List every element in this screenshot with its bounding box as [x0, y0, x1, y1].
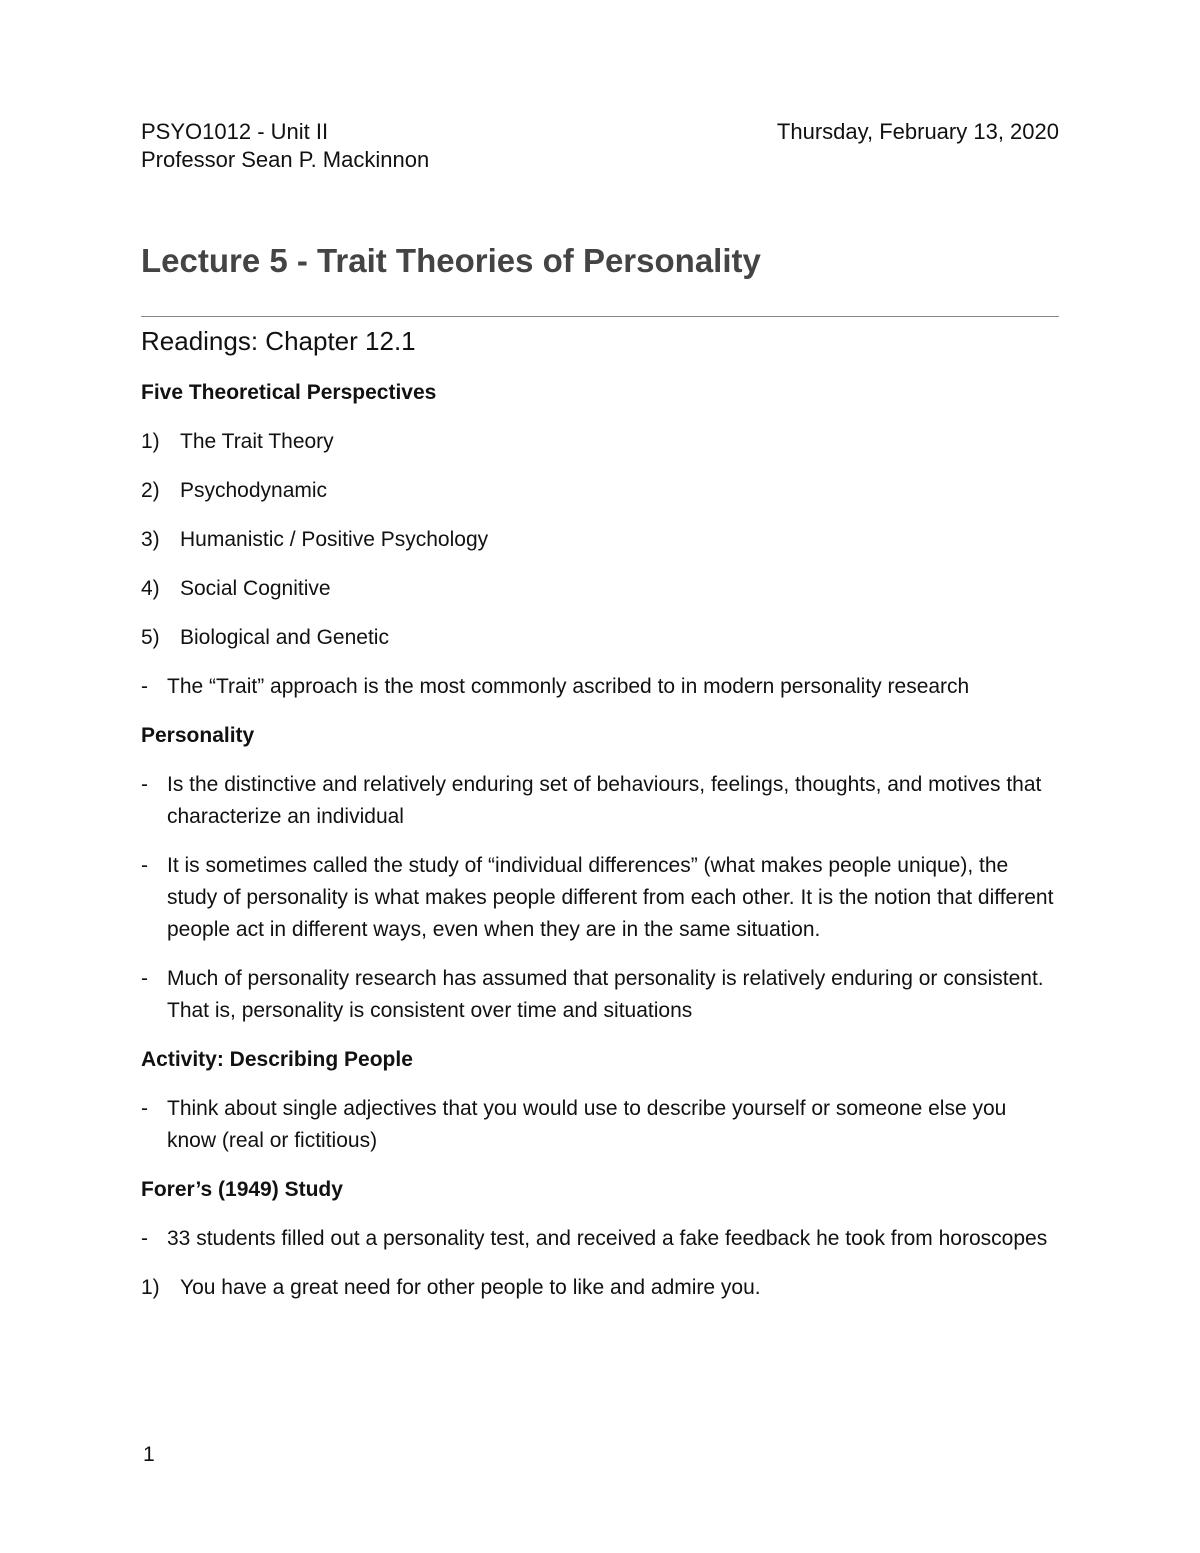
- bullet-item: [141, 963, 1059, 1027]
- header-date: Thursday, February 13, 2020: [776, 119, 1059, 144]
- bullet-dash-icon: -: [141, 773, 148, 796]
- bullet-text: Is the distinctive and relatively enduring set of behaviours, feelings, thoughts, and motives that characterize an individual: [167, 773, 1042, 828]
- bullet-dash-icon: -: [141, 675, 148, 698]
- list-number: 4): [141, 577, 160, 600]
- document-body: [141, 377, 1059, 1321]
- list-item: [141, 622, 1059, 654]
- list-item: [141, 1272, 1059, 1304]
- bullet-dash-icon: -: [141, 967, 148, 990]
- bullet-text: The “Trait” approach is the most commonly ascribed to in modern personality research: [167, 675, 970, 698]
- list-text: The Trait Theory: [180, 430, 334, 453]
- list-number: 3): [141, 528, 160, 551]
- bullet-text: 33 students filled out a personality test, and received a fake feedback he took from horoscopes: [167, 1227, 1048, 1250]
- list-number: 5): [141, 626, 160, 649]
- bullet-item: [141, 1093, 1059, 1157]
- section-heading: Activity: Describing People: [141, 1048, 413, 1071]
- list-item: [141, 475, 1059, 507]
- section-heading: Forer’s (1949) Study: [141, 1178, 343, 1201]
- bullet-item: [141, 769, 1059, 833]
- bullet-text: Much of personality research has assumed that personality is relatively enduring or consistent. That is, personality is consistent over time and situations: [167, 967, 1044, 1022]
- bullet-item: [141, 671, 1059, 703]
- readings-subtitle: Readings: Chapter 12.1: [141, 326, 416, 356]
- list-item: [141, 573, 1059, 605]
- list-text: Humanistic / Positive Psychology: [180, 528, 489, 551]
- list-text: Biological and Genetic: [180, 626, 389, 649]
- bullet-item: [141, 850, 1059, 946]
- list-number: 2): [141, 479, 160, 502]
- list-text: Psychodynamic: [180, 479, 328, 502]
- list-item: [141, 524, 1059, 556]
- bullet-dash-icon: -: [141, 854, 148, 877]
- bullet-text: Think about single adjectives that you would use to describe yourself or someone else you know (real or fictitious): [167, 1097, 1007, 1152]
- list-text: Social Cognitive: [180, 577, 331, 600]
- section-heading: Personality: [141, 724, 255, 747]
- title-divider: [141, 316, 1059, 317]
- bullet-dash-icon: -: [141, 1227, 148, 1250]
- course-code: PSYO1012 - Unit II: [141, 119, 329, 144]
- list-item: [141, 426, 1059, 458]
- bullet-dash-icon: -: [141, 1097, 148, 1120]
- header-left: [141, 118, 429, 174]
- section-heading: Five Theoretical Perspectives: [141, 381, 437, 404]
- professor-name: Professor Sean P. Mackinnon: [141, 147, 430, 172]
- list-number: 1): [141, 1276, 160, 1299]
- list-text: You have a great need for other people to like and admire you.: [180, 1276, 761, 1299]
- bullet-item: [141, 1223, 1059, 1255]
- bullet-text: It is sometimes called the study of “individual differences” (what makes people unique), the study of personality is what makes people different from each other. It is the notion that different people act in different ways, even when they are in the same situation.: [167, 854, 1054, 941]
- list-number: 1): [141, 430, 160, 453]
- page-title: Lecture 5 - Trait Theories of Personality: [141, 242, 761, 279]
- page-number: 1: [143, 1443, 155, 1466]
